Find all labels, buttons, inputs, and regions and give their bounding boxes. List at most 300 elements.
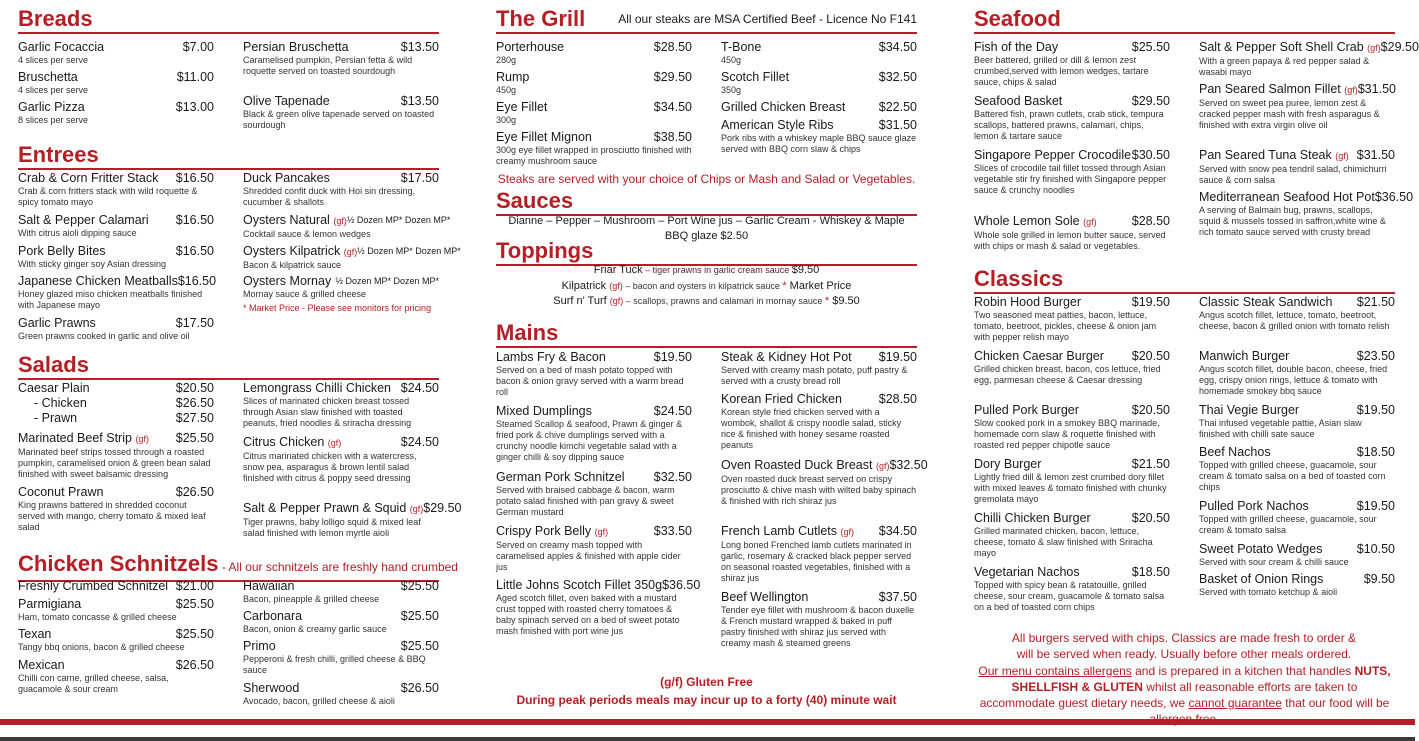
- item-price: $25.50: [175, 597, 214, 611]
- schnitzels-title: Chicken Schnitzels: [18, 551, 219, 576]
- gf-tag: (gf): [333, 216, 347, 226]
- item-name: Oysters Kilpatrick: [243, 244, 341, 258]
- menu-item: [496, 578, 701, 637]
- item-desc: Two seasoned meat patties, bacon, lettuce, tomato, beetroot, pickles, cheese & onion jam with pepper relish mayo: [974, 310, 1157, 342]
- menu-item: [243, 435, 439, 484]
- menu-item: [1199, 542, 1395, 568]
- allergen-note: [974, 663, 1395, 727]
- item-name: Caesar Plain: [18, 381, 90, 395]
- item-price: $34.50: [878, 40, 917, 54]
- item-name: Oysters Natural: [243, 213, 330, 227]
- item-price: $25.50: [400, 609, 439, 623]
- item-price: $24.50: [400, 435, 439, 449]
- gf-tag: (gf): [327, 438, 342, 448]
- topping-desc: – tiger prawns in garlic cream sauce: [642, 265, 792, 275]
- item-desc: Served with snow pea tendril salad, chimichurri sauce & corn salsa: [1199, 164, 1387, 185]
- item-name: Porterhouse: [496, 40, 565, 54]
- item-price: $36.50: [1374, 190, 1414, 204]
- grill-title: The Grill: [496, 6, 586, 31]
- menu-item: [496, 350, 692, 398]
- item-name: Lambs Fry & Bacon: [496, 350, 606, 364]
- item-desc: Grilled chicken breast, bacon, cos lettuce, fried egg, parmesan cheese & Caesar dressing: [974, 364, 1161, 385]
- menu-item: [974, 511, 1170, 559]
- item-price: $32.50: [653, 470, 692, 484]
- item-price: $25.50: [175, 431, 214, 445]
- menu-item: [721, 524, 917, 584]
- item-name: T-Bone: [721, 40, 762, 54]
- item-desc: Topped with spicy bean & ratatouille, grilled cheese, sour cream, guacamole & tomato salsa on a bed of toasted corn chips: [974, 580, 1165, 612]
- item-name: Seafood Basket: [974, 94, 1063, 108]
- item-name: Texan: [18, 627, 52, 641]
- item-name: Eye Fillet Mignon: [496, 130, 592, 144]
- item-name: Oven Roasted Duck Breast: [721, 458, 873, 472]
- classics-heading: Classics: [974, 266, 1395, 294]
- gf-tag: (gf): [840, 527, 855, 537]
- menu-item: [243, 40, 439, 77]
- menu-item: [1199, 349, 1395, 397]
- item-price: $20.50: [1131, 403, 1170, 417]
- item-name: Garlic Prawns: [18, 316, 96, 330]
- item-desc: Citrus marinated chicken with a watercress, snow pea, asparagus & brown lentil salad finished with citrus & poppy seed dressing: [243, 451, 417, 483]
- item-name: Classic Steak Sandwich: [1199, 295, 1333, 309]
- item-desc: Tangy bbq onions, bacon & grilled cheese: [18, 642, 185, 652]
- item-desc: Pork ribs with a whiskey maple BBQ sauce glaze served with BBQ corn slaw & chips: [721, 133, 917, 154]
- item-option: - Prawn: [34, 411, 78, 425]
- menu-item: [496, 130, 692, 167]
- menu-item: [18, 244, 214, 270]
- item-desc: Topped with grilled cheese, guacamole, sour cream & tomato salsa: [1199, 514, 1377, 535]
- menu-item: [243, 639, 439, 676]
- topping-line: [496, 279, 917, 294]
- item-desc: 350g: [721, 85, 742, 95]
- item-desc: Served with tomato ketchup & aioli: [1199, 587, 1338, 597]
- item-desc: With a green papaya & red pepper salad & wasabi mayo: [1199, 56, 1370, 77]
- steaks-served-note: Steaks are served with your choice of Chips or Mash and Salad or Vegetables.: [497, 172, 916, 186]
- allergen-link[interactable]: Our menu contains allergens: [978, 664, 1132, 678]
- menu-item: [496, 524, 692, 573]
- menu-item: [496, 100, 692, 126]
- item-desc: Served on a bed of mash potato topped with bacon & onion gravy served with a warm bread roll: [496, 365, 684, 397]
- item-option: - Chicken: [34, 396, 87, 410]
- menu-item: [1199, 403, 1395, 440]
- item-name: Manwich Burger: [1199, 349, 1290, 363]
- menu-item: [18, 100, 214, 126]
- item-name: Crab & Corn Fritter Stack: [18, 171, 159, 185]
- item-price: $9.50: [1363, 572, 1395, 586]
- item-desc: Bacon & kilpatrick sauce: [243, 260, 342, 270]
- item-desc: Slow cooked pork in a smokey BBQ marinade, homemade corn slaw & roquette finished with roasted red pepper chipotle sauce: [974, 418, 1160, 450]
- cannot-guarantee: cannot guarantee: [1188, 696, 1282, 710]
- item-price: $21.00: [175, 579, 214, 593]
- item-desc: Beer battered, grilled or dill & lemon zest crumbed,served with lemon wedges, tartare sauce, chips & salad: [974, 55, 1149, 87]
- item-name: Beef Nachos: [1199, 445, 1271, 459]
- item-name: Eye Fillet: [496, 100, 548, 114]
- item-name: Korean Fried Chicken: [721, 392, 842, 406]
- item-name: Grilled Chicken Breast: [721, 100, 846, 114]
- market-price-note: * Market Price - Please see monitors for pricing: [243, 303, 432, 313]
- menu-item: [18, 597, 214, 623]
- item-name: Rump: [496, 70, 530, 84]
- item-desc: 4 slices per serve: [18, 85, 89, 95]
- classics-section: [974, 266, 1395, 294]
- item-name: Chicken Caesar Burger: [974, 349, 1104, 363]
- item-name: Pan Seared Salmon Fillet: [1199, 82, 1341, 96]
- allergen-text-2: whilst all reasonable efforts are taken to accommodate guest dietary needs, we: [979, 680, 1358, 710]
- gf-tag: (gf): [409, 504, 424, 514]
- item-price: $26.50: [175, 658, 214, 672]
- item-price: $29.50: [423, 501, 462, 515]
- topping-star: *: [782, 280, 787, 292]
- item-price: $26.50: [175, 485, 214, 499]
- item-desc: Aged scotch fillet, oven baked with a mustard crust topped with roasted cherry tomatoes & baby spinach served on a bed of sweet potato mash finished with port wine jus: [496, 593, 680, 636]
- allergen-text-3: that our food will be: [1285, 696, 1390, 710]
- item-desc: 450g: [721, 55, 742, 65]
- grill-heading: [496, 6, 917, 34]
- salads-heading: Salads: [18, 352, 439, 380]
- item-price: $20.50: [175, 381, 214, 395]
- menu-item: [243, 94, 439, 131]
- item-desc: Honey glazed miso chicken meatballs finished with Japanese mayo: [18, 289, 203, 310]
- item-desc: Bacon, onion & creamy garlic sauce: [243, 624, 387, 634]
- item-name: French Lamb Cutlets: [721, 524, 838, 538]
- bottom-accent-bar: [0, 719, 1415, 725]
- menu-item: [18, 381, 214, 426]
- item-price: $31.50: [1356, 148, 1395, 162]
- menu-item: [974, 565, 1170, 613]
- item-name: Crispy Pork Belly: [496, 524, 592, 538]
- item-desc: Angus scotch fillet, lettuce, tomato, beetroot, cheese, bacon & grilled onion with tomato relish: [1199, 310, 1390, 331]
- gf-tag: (gf): [1367, 43, 1381, 53]
- item-name: Salt & Pepper Calamari: [18, 213, 149, 227]
- item-desc: 280g: [496, 55, 517, 65]
- gf-tag: (gf): [1344, 85, 1358, 95]
- menu-item: [721, 350, 917, 387]
- item-price: $30.50: [1131, 148, 1170, 162]
- menu-item: [721, 392, 917, 451]
- item-name: Chilli Chicken Burger: [974, 511, 1091, 525]
- menu-item: [18, 70, 214, 96]
- item-desc: Pepperoni & fresh chilli, grilled cheese & BBQ sauce: [243, 654, 426, 675]
- item-price: $16.50: [175, 213, 214, 227]
- item-name: Hawaiian: [243, 579, 295, 593]
- item-desc: Served on sweet pea puree, lemon zest & cracked pepper mash with fresh asparagus & finished with extra virgin olive oil: [1199, 98, 1380, 130]
- item-price: $10.50: [1356, 542, 1395, 556]
- breads-section: [18, 6, 439, 34]
- item-name: Bruschetta: [18, 70, 78, 84]
- item-price: $20.50: [1131, 349, 1170, 363]
- item-price: $21.50: [1356, 295, 1395, 309]
- menu-item: [243, 244, 461, 271]
- mains-heading: Mains: [496, 320, 917, 348]
- item-price: $22.50: [878, 100, 917, 114]
- item-name: Coconut Prawn: [18, 485, 104, 499]
- topping-name: Surf n' Turf: [553, 295, 607, 307]
- breads-heading: Breads: [18, 6, 439, 34]
- item-price: $34.50: [878, 524, 917, 538]
- item-desc: Cocktail sauce & lemon wedges: [243, 229, 371, 239]
- entrees-section: [18, 142, 439, 170]
- item-price: $13.50: [400, 94, 439, 108]
- item-price: $31.50: [878, 118, 917, 132]
- menu-item: [974, 94, 1170, 142]
- item-desc: Crab & corn fritters stack with wild roquette & spicy tomato mayo: [18, 186, 198, 207]
- menu-item: [1199, 572, 1395, 598]
- item-desc: Bacon, pineapple & grilled cheese: [243, 594, 380, 604]
- topping-star: *: [824, 295, 830, 307]
- item-price: $19.50: [1356, 499, 1395, 513]
- gf-tag: (gf): [343, 247, 358, 257]
- menu-item: [243, 579, 439, 605]
- item-price: $38.50: [653, 130, 692, 144]
- grill-note: All our steaks are MSA Certified Beef - Licence No F141: [618, 12, 917, 26]
- item-price: $17.50: [400, 171, 439, 185]
- schnitzels-heading: [18, 551, 458, 582]
- menu-item: [496, 70, 692, 96]
- toppings-heading: Toppings: [496, 238, 917, 266]
- item-desc: Served on creamy mash topped with caramelised apples & finished with apple cider jus: [496, 540, 681, 572]
- item-name: Parmigiana: [18, 597, 82, 611]
- topping-name: Kilpatrick: [561, 280, 607, 292]
- item-desc: Whole sole grilled in lemon butter sauce, served with chips or mash & salad or vegetables.: [974, 230, 1166, 251]
- menu-item: [243, 381, 439, 429]
- item-name: Carbonara: [243, 609, 303, 623]
- topping-line: [496, 294, 917, 309]
- item-desc: 8 slices per serve: [18, 115, 89, 125]
- topping-name: Friar Tuck: [593, 264, 643, 276]
- item-desc: Marinated beef strips tossed through a roasted pumpkin, caramelised onion & green bean salad finished with sweet balsamic dressing: [18, 447, 211, 479]
- sauces-section: [496, 188, 917, 216]
- item-desc: Tender eye fillet with mushroom & bacon duxelle & French mustard wrapped & baked in puff pastry finished with shiraz jus served with creamy mash & steamed greens: [721, 605, 915, 648]
- menu-item: [721, 70, 917, 96]
- item-desc: Thai infused vegetable pattie, Asian slaw finished with chilli sate sauce: [1199, 418, 1362, 439]
- item-desc: Green prawns cooked in garlic and olive oil: [18, 331, 190, 341]
- item-name: American Style Ribs: [721, 118, 834, 132]
- item-name: Whole Lemon Sole: [974, 214, 1080, 228]
- topping-price: $9.50: [829, 295, 860, 307]
- item-price: $32.50: [889, 458, 928, 472]
- sauces-heading: Sauces: [496, 188, 917, 216]
- item-desc: Korean style fried chicken served with a wombok, shallot & crispy noodle salad, sticky rice & finished with honey sesame roasted peanuts: [721, 407, 902, 450]
- menu-item: [18, 627, 214, 653]
- item-name: Marinated Beef Strip: [18, 431, 132, 445]
- grill-section: [496, 6, 917, 34]
- menu-item: [1199, 40, 1419, 78]
- item-desc: Battered fish, prawn cutlets, crab stick, tempura scallops, battered prawns, calamari, chips, lemon & tartare sauce: [974, 109, 1164, 141]
- item-name: Persian Bruschetta: [243, 40, 349, 54]
- seafood-heading: Seafood: [974, 6, 1395, 34]
- toppings-section: [496, 238, 917, 266]
- menu-item: [721, 590, 917, 649]
- menu-item: [721, 40, 917, 66]
- item-name: Dory Burger: [974, 457, 1042, 471]
- item-name: Mexican: [18, 658, 65, 672]
- item-price: $36.50: [662, 578, 701, 592]
- item-price: $29.50: [1131, 94, 1170, 108]
- salads-section: [18, 352, 439, 380]
- item-price: $33.50: [653, 524, 692, 538]
- item-name: Thai Vegie Burger: [1199, 403, 1300, 417]
- item-price: $29.50: [1380, 40, 1419, 54]
- gluten-free-note: (g/f) Gluten Free: [660, 675, 753, 689]
- item-desc: Mornay sauce & grilled cheese: [243, 289, 367, 299]
- item-desc: Slices of crocodile tail fillet tossed through Asian vegetable stir fry finished with Singapore pepper sauce & crunchy noodles: [974, 163, 1167, 195]
- gf-tag: (gf): [609, 296, 624, 306]
- menu-item: [18, 431, 214, 480]
- item-name: Pan Seared Tuna Steak: [1199, 148, 1332, 162]
- item-name: Fish of the Day: [974, 40, 1059, 54]
- menu-item: [18, 40, 214, 66]
- sauces-line: Dianne – Pepper – Mushroom – Port Wine jus – Garlic Cream - Whiskey & Maple BBQ glaze $2.50: [508, 215, 905, 242]
- menu-item: [974, 403, 1170, 451]
- item-price: $7.00: [182, 40, 214, 54]
- item-price: $16.50: [175, 171, 214, 185]
- item-desc: 300g eye fillet wrapped in prosciutto finished with creamy mushroom sauce: [496, 145, 692, 166]
- item-price: $16.50: [175, 244, 214, 258]
- item-desc: A serving of Balmain bug, prawns, scallops, squid & mussels tossed in saffron,white wine & rich tomato sauce served with crusty bread: [1199, 205, 1386, 237]
- item-price: $21.50: [1131, 457, 1170, 471]
- item-price: $34.50: [653, 100, 692, 114]
- item-price: $18.50: [1131, 565, 1170, 579]
- item-price: $28.50: [878, 392, 917, 406]
- allergen-text-1: and is prepared in a kitchen that handles: [1131, 664, 1355, 678]
- menu-item: [1199, 295, 1395, 332]
- item-name: Japanese Chicken Meatballs: [18, 274, 178, 288]
- item-name: Robin Hood Burger: [974, 295, 1082, 309]
- burger-note: All burgers served with chips. Classics are made fresh to order & will be served when ready. Usually before other meals ordered.: [1011, 631, 1357, 661]
- entrees-heading: Entrees: [18, 142, 439, 170]
- item-price: $19.50: [1131, 295, 1170, 309]
- menu-item: [18, 485, 214, 533]
- item-desc: Angus scotch fillet, double bacon, cheese, fried egg, crispy onion rings, lettuce & tomato with homemade smokey bbq sauce: [1199, 364, 1388, 396]
- item-name: Beef Wellington: [721, 590, 809, 604]
- topping-desc: – bacon and oysters in kilpatrick sauce: [622, 281, 783, 291]
- menu-item: [974, 40, 1170, 88]
- item-price: $19.50: [1356, 403, 1395, 417]
- item-name: Mixed Dumplings: [496, 404, 592, 418]
- item-name: Scotch Fillet: [721, 70, 790, 84]
- menu-item: [974, 148, 1170, 196]
- item-price: $25.50: [400, 639, 439, 653]
- gf-tag: (gf): [594, 527, 609, 537]
- item-price: $28.50: [1131, 214, 1170, 228]
- item-name: Oysters Mornay: [243, 274, 332, 288]
- menu-item: [974, 214, 1170, 252]
- item-desc: Grilled marinated chicken, bacon, lettuce, cheese, tomato & slaw finished with Sriracha mayo: [974, 526, 1153, 558]
- item-price: $13.00: [175, 100, 214, 114]
- menu-item: [243, 609, 439, 635]
- item-price: $16.50: [177, 274, 217, 288]
- item-name: Singapore Pepper Crocodile: [974, 148, 1132, 162]
- item-name: Garlic Pizza: [18, 100, 85, 114]
- item-desc: Caramelised pumpkin, Persian fetta & wild roquette served on toasted sourdough: [243, 55, 413, 76]
- schnitzels-note: - All our schnitzels are freshly hand crumbed: [218, 560, 458, 574]
- menu-item: [18, 579, 214, 594]
- item-name: Duck Pancakes: [243, 171, 330, 185]
- menu-item: [243, 171, 439, 208]
- wait-note: During peak periods meals may incur up to a forty (40) minute wait: [516, 693, 897, 707]
- item-name: Sherwood: [243, 681, 300, 695]
- item-desc: Slices of marinated chicken breast tossed through Asian slaw finished with toasted peanuts, fried noodles & sriracha dressing: [243, 396, 412, 428]
- menu-item: [496, 404, 692, 463]
- item-desc: 450g: [496, 85, 517, 95]
- item-desc: Steamed Scallop & seafood, Prawn & ginger & fried pork & chive dumplings served with a crunchy noodle kimchi vegetable salad with a ginger chilli & soy dipping sauce: [496, 419, 683, 462]
- seafood-section: [974, 6, 1395, 34]
- item-desc: Shredded confit duck with Hoi sin dressing, cucumber & shallots: [243, 186, 416, 207]
- item-price: $24.50: [400, 381, 439, 395]
- gf-tag: (gf): [135, 434, 149, 444]
- bottom-dark-bar: [0, 737, 1415, 741]
- item-desc: 4 slices per serve: [18, 55, 89, 65]
- item-name: Vegetarian Nachos: [974, 565, 1080, 579]
- topping-line: [496, 263, 917, 278]
- item-price: $25.50: [175, 627, 214, 641]
- item-desc: King prawns battered in shredded coconut served with mango, cherry tomato & mixed leaf salad: [18, 500, 206, 532]
- menu-item: [243, 501, 462, 539]
- menu-item: [18, 274, 217, 311]
- menu-item: [721, 118, 917, 155]
- menu-item: [496, 470, 692, 518]
- item-name: Mediterranean Seafood Hot Pot: [1199, 190, 1375, 204]
- item-price: ½ Dozen MP* Dozen MP*: [346, 215, 451, 225]
- item-price: $29.50: [653, 70, 692, 84]
- schnitzels-section: [18, 551, 458, 582]
- allergen-bold: NUTS, SHELLFISH & GLUTEN: [1011, 664, 1391, 694]
- item-desc: Avocado, bacon, grilled cheese & aioli: [243, 696, 395, 706]
- item-desc: Tiger prawns, baby lolligo squid & mixed leaf salad finished with lemon myrtle aioli: [243, 517, 421, 538]
- menu-item: [1199, 190, 1414, 238]
- menu-item: [721, 100, 917, 115]
- menu-item: [243, 213, 451, 240]
- item-name: Pulled Pork Nachos: [1199, 499, 1309, 513]
- menu-item: [18, 316, 214, 342]
- gf-tag: (gf): [1335, 151, 1349, 161]
- item-name: Garlic Focaccia: [18, 40, 105, 54]
- item-name: Pulled Pork Burger: [974, 403, 1079, 417]
- topping-desc: – scallops, prawns and calamari in mornay sauce: [623, 296, 825, 306]
- item-desc: Served with sour cream & chilli sauce: [1199, 557, 1349, 567]
- item-price: $31.50: [1357, 82, 1396, 96]
- item-price: $26.50: [400, 681, 439, 695]
- item-price: $11.00: [176, 70, 214, 84]
- item-desc: 300g: [496, 115, 517, 125]
- item-price: $32.50: [878, 70, 917, 84]
- menu-item: [974, 457, 1170, 505]
- item-price: $20.50: [1131, 511, 1170, 525]
- item-price: $13.50: [400, 40, 439, 54]
- menu-item: [18, 658, 214, 695]
- gf-tag: (gf): [1083, 217, 1097, 227]
- mains-section: [496, 320, 917, 348]
- item-name: Citrus Chicken: [243, 435, 325, 449]
- item-name: Basket of Onion Rings: [1199, 572, 1324, 586]
- item-price: $23.50: [1356, 349, 1395, 363]
- item-name: Steak & Kidney Hot Pot: [721, 350, 852, 364]
- item-name: Primo: [243, 639, 276, 653]
- item-name: Salt & Pepper Soft Shell Crab: [1199, 40, 1364, 54]
- item-name: Freshly Crumbed Schnitzel: [18, 579, 169, 593]
- item-price: $19.50: [653, 350, 692, 364]
- topping-price: $9.50: [791, 264, 820, 276]
- item-desc: Served with braised cabbage & bacon, warm potato salad finished with pan gravy & sweet German mustard: [496, 485, 675, 517]
- item-name: Little Johns Scotch Fillet 350g: [496, 578, 663, 592]
- item-name: Sweet Potato Wedges: [1199, 542, 1323, 556]
- item-name: Salt & Pepper Prawn & Squid: [243, 501, 407, 515]
- item-price: ½ Dozen MP* Dozen MP*: [335, 276, 439, 286]
- item-price: $26.50: [175, 396, 214, 410]
- item-desc: Oven roasted duck breast served on crispy prosciutto & chive mash with wilted baby spinach & finished with rich shiraz jus: [721, 474, 917, 506]
- item-price: $27.50: [175, 411, 214, 425]
- item-desc: Black & green olive tapenade served on toasted sourdough: [243, 109, 435, 130]
